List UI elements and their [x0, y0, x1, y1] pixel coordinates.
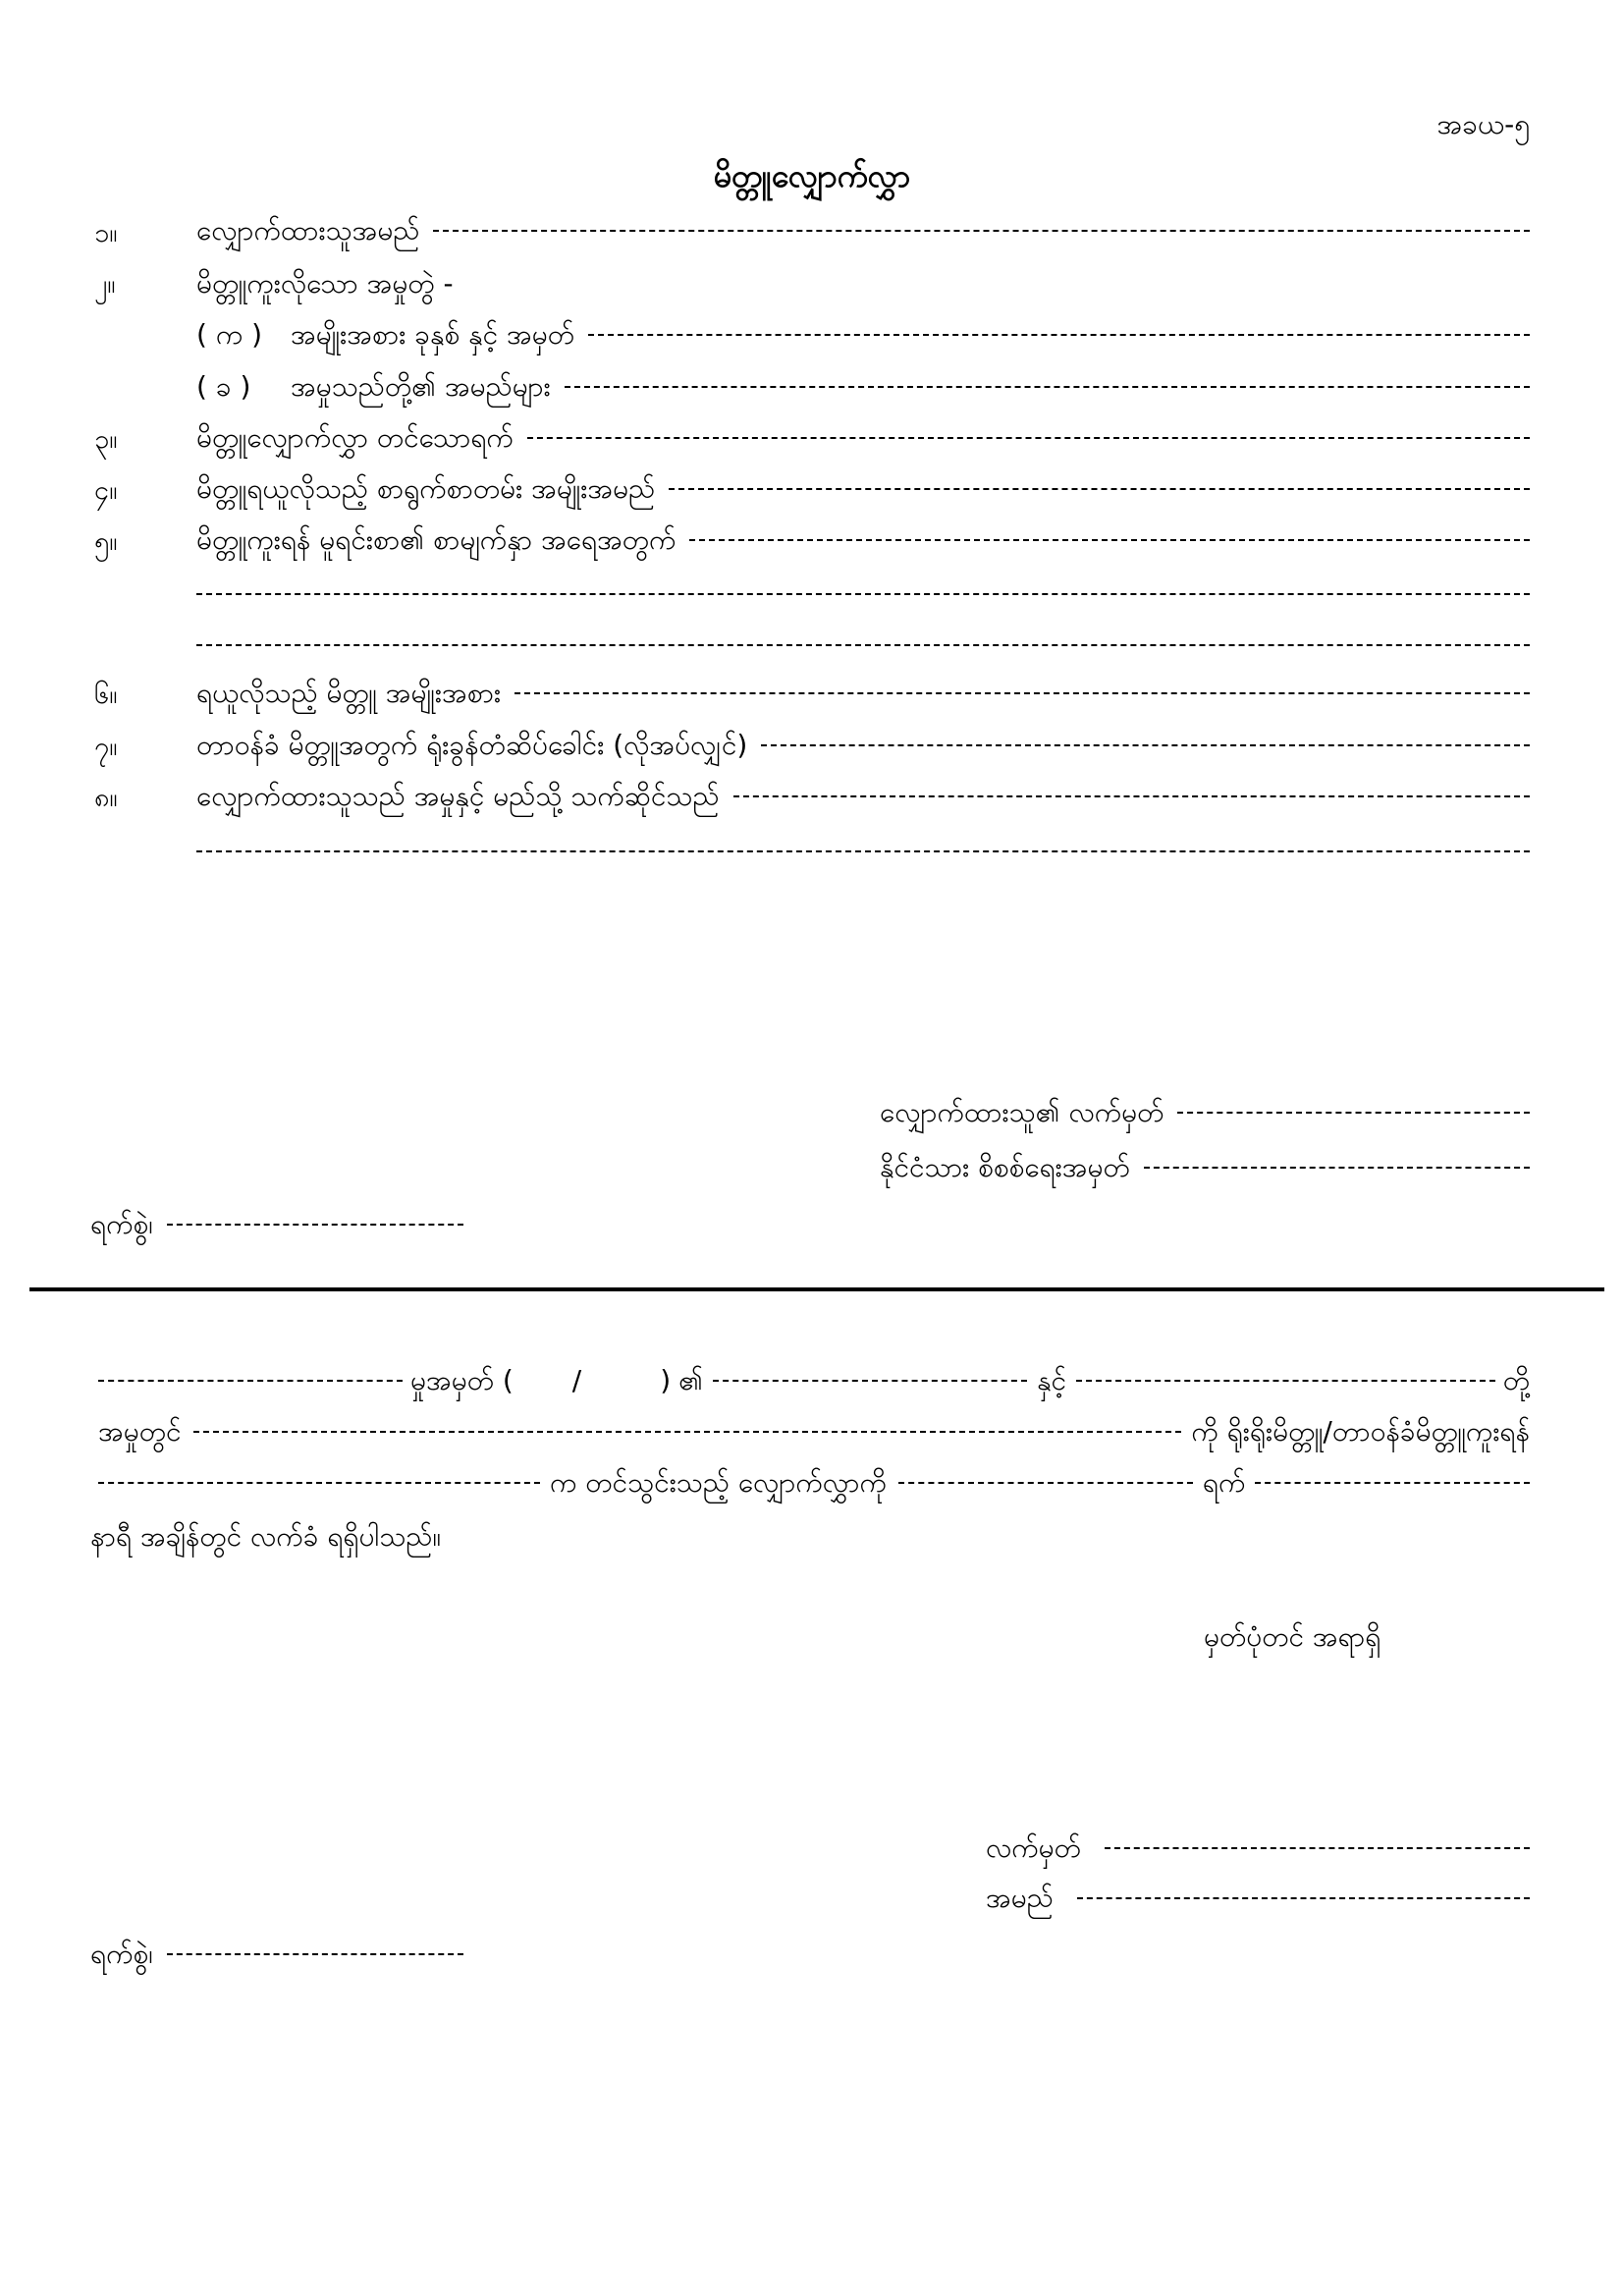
fill-line: [1105, 1847, 1530, 1849]
item-number: ၃။: [94, 424, 118, 455]
item-number: ၂။: [94, 269, 116, 300]
item-number: ၄။: [94, 475, 118, 506]
section-divider: [29, 1287, 1604, 1291]
field-applicant-date[interactable]: [90, 1204, 463, 1245]
receipt-in-case-label: အမှုတွင်: [98, 1415, 182, 1449]
sub-number: ( က ): [196, 318, 263, 352]
field-label: ရက်စွဲ၊: [90, 1938, 153, 1971]
field-label: လျှောက်ထားသူ၏ လက်မှတ်: [880, 1096, 1164, 1129]
item-number: ၅။: [94, 526, 118, 557]
field-registrar-name[interactable]: [986, 1878, 1530, 1919]
registrar-title: မှတ်ပုံတင် အရာရှိ: [1204, 1620, 1381, 1653]
fill-line: [1076, 1380, 1495, 1382]
fill-line: [1177, 1112, 1530, 1114]
receipt-line-1[interactable]: [98, 1360, 1530, 1401]
fill-line: [433, 230, 1530, 232]
field-label: မိတ္တူလျှောက်လွှာ တင်သောရက်: [196, 421, 514, 455]
field-label: နိုင်ငံသား စိစစ်ရေးအမှတ်: [880, 1151, 1130, 1184]
field-case-type-year-number[interactable]: [196, 314, 1530, 355]
receipt-and-label: နှင့်: [1037, 1364, 1067, 1397]
item-number: ၁။: [94, 218, 118, 248]
fill-line: [167, 1953, 463, 1955]
fill-line: [514, 692, 1530, 694]
field-court-fee-stamp[interactable]: [196, 725, 1530, 766]
fill-line: [1255, 1482, 1530, 1484]
field-label: တာဝန်ခံ မိတ္တူအတွက် ရုံးခွန်တံဆိပ်ခေါင်း (လိုအပ်လျှင်): [196, 729, 748, 762]
fill-line: [1077, 1897, 1530, 1899]
receipt-received-text: နာရီ အချိန်တွင် လက်ခံ ရရှိပါသည်။: [90, 1520, 441, 1553]
form-code: အခယ-၅: [1436, 108, 1530, 140]
receipt-case-no-label: မှုအမှတ် (: [410, 1364, 514, 1397]
receipt-day-label: ရက်: [1202, 1466, 1246, 1500]
fill-line: [527, 437, 1530, 439]
field-page-count[interactable]: [196, 519, 1530, 561]
fill-line: [1144, 1167, 1530, 1169]
field-label: လျှောက်ထားသူအမည်: [196, 214, 420, 247]
field-label: လျှောက်ထားသူသည် အမှုနှင့် မည်သို့ သက်ဆိုင်သည်: [196, 780, 720, 813]
field-document-type[interactable]: [196, 468, 1530, 510]
receipt-line-2[interactable]: [98, 1411, 1530, 1452]
fill-line: [98, 1380, 403, 1382]
field-label: မိတ္တူကူးလိုသော အမှုတွဲ -: [196, 267, 454, 301]
field-relation-to-case[interactable]: [196, 776, 1530, 817]
field-receipt-date[interactable]: [90, 1934, 463, 1975]
field-label: အမှုသည်တို့၏ အမည်များ: [291, 370, 551, 404]
field-label: ရယူလိုသည့် မိတ္တူ အမျိုးအစား: [196, 677, 502, 710]
field-label: ရက်စွဲ၊: [90, 1208, 153, 1241]
fill-line: [565, 386, 1530, 388]
receipt-copy-purpose: ကို ရိုးရိုးမိတ္တူ/တာဝန်ခံမိတ္တူကူးရန်: [1191, 1415, 1530, 1449]
fill-line: [98, 1482, 540, 1484]
fill-line: [588, 334, 1530, 336]
field-applicant-nrc[interactable]: [880, 1147, 1530, 1188]
sub-number: ( ခ ): [196, 370, 251, 404]
page-title: မိတ္တူလျှောက်လွှာ: [714, 157, 910, 194]
fill-line: [669, 488, 1530, 490]
fill-line: [713, 1380, 1027, 1382]
item-number: ၆။: [94, 680, 118, 710]
receipt-submitted-by: က တင်သွင်းသည့် လျှောက်လွှာကို: [550, 1466, 887, 1500]
fill-line: [167, 1224, 463, 1226]
field-case-file: [196, 263, 454, 304]
field-label: မိတ္တူရယူလိုသည့် စာရွက်စာတမ်း အမျိုးအမည်: [196, 472, 656, 506]
field-label: အမျိုးအစား ခုနှစ် နှင့် အမှတ်: [291, 318, 574, 352]
fill-line: [761, 744, 1530, 746]
receipt-slash: /: [571, 1364, 582, 1397]
receipt-of-label: ၏: [678, 1364, 704, 1397]
fill-line: [193, 1431, 1182, 1433]
item-number: ၈။: [94, 783, 118, 813]
fill-line[interactable]: [196, 850, 1530, 852]
field-label: မိတ္တူကူးရန် မူရင်းစာ၏ စာမျက်နှာ အရေအတွက်: [196, 523, 677, 557]
field-applicant-signature[interactable]: [880, 1092, 1530, 1133]
field-registrar-signature[interactable]: [986, 1828, 1530, 1869]
receipt-line-3[interactable]: [98, 1462, 1530, 1503]
field-party-names[interactable]: [196, 366, 1530, 408]
field-label: လက်မှတ်: [986, 1831, 1081, 1865]
fill-line: [898, 1482, 1193, 1484]
fill-line[interactable]: [196, 644, 1530, 646]
field-applicant-name[interactable]: [196, 210, 1530, 251]
receipt-plural-label: တို့: [1502, 1364, 1530, 1397]
field-submission-date[interactable]: [196, 417, 1530, 459]
fill-line[interactable]: [196, 593, 1530, 595]
field-label: အမည်: [986, 1882, 1054, 1915]
receipt-close-paren: ): [660, 1364, 672, 1397]
item-number: ၇။: [94, 732, 118, 762]
fill-line: [733, 795, 1530, 797]
field-copy-type[interactable]: [196, 673, 1530, 714]
fill-line: [689, 539, 1530, 541]
